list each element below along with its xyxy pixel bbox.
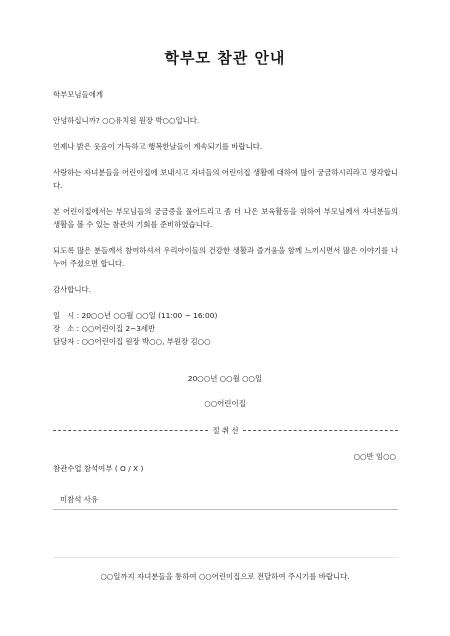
greeting-recipient: 학부모님들에게	[53, 90, 103, 99]
thanks-line: 감사합니다.	[53, 285, 92, 294]
paragraph-2: 본 어린이집에서는 부모님들의 궁금증을 풀어드리고 좀 더 나은 보육활동을 위하여 부모님께서 자녀분들의 생활을 볼 수 있는 참관의 기회를 준비하였습니다.	[53, 207, 398, 229]
absence-reason-label: 미참석 사유	[60, 495, 99, 504]
absence-reason-underline	[53, 509, 398, 510]
intro-line: 안녕하십니까? ○○유치원 원장 박○○입니다.	[53, 116, 200, 125]
sign-organization: ○○어린이집	[204, 399, 246, 408]
cut-dash-left	[53, 430, 208, 431]
wish-line: 언제나 밝은 웃음이 가득하고 행복한날들이 계속되기를 바랍니다.	[53, 142, 263, 151]
detail-date: 일 시 : 20○○년 ○○월 ○○일 (11:00 ~ 16:00)	[53, 311, 218, 320]
class-name-field: ○○반 임○○	[353, 452, 396, 461]
detail-contact: 담당자 : ○○어린이집 원장 박○○, 부원장 김○○	[53, 337, 211, 346]
attendance-field: 참관수업 참석여부 ( O / X )	[53, 464, 144, 473]
sign-date: 20○○년 ○○월 ○○일	[187, 374, 263, 383]
paragraph-3: 되도록 많은 분들께서 참여하셔서 우리아이들의 건강한 생활과 즐거움을 함께 느끼시면서 많은 이야기를 나누어 주셨으면 합니다.	[53, 246, 398, 268]
writing-area-line	[53, 557, 398, 558]
document-title: 학부모 참관 안내	[164, 49, 286, 67]
cut-line-label: 절 취 선	[212, 426, 239, 435]
footer-note: ○○일까지 자녀분들을 통하여 ○○어린이집으로 전달하여 주시기를 바랍니다.	[100, 572, 350, 581]
paragraph-1: 사랑하는 자녀분들을 어린이집에 보내시고 자녀들의 어린이집 생활에 대하여 많이 궁금하시리라고 생각합니다.	[53, 168, 398, 190]
cut-line	[53, 425, 398, 436]
detail-place: 장 소 : ○○어린이집 2~3세반	[53, 324, 156, 333]
cut-dash-right	[243, 430, 398, 431]
